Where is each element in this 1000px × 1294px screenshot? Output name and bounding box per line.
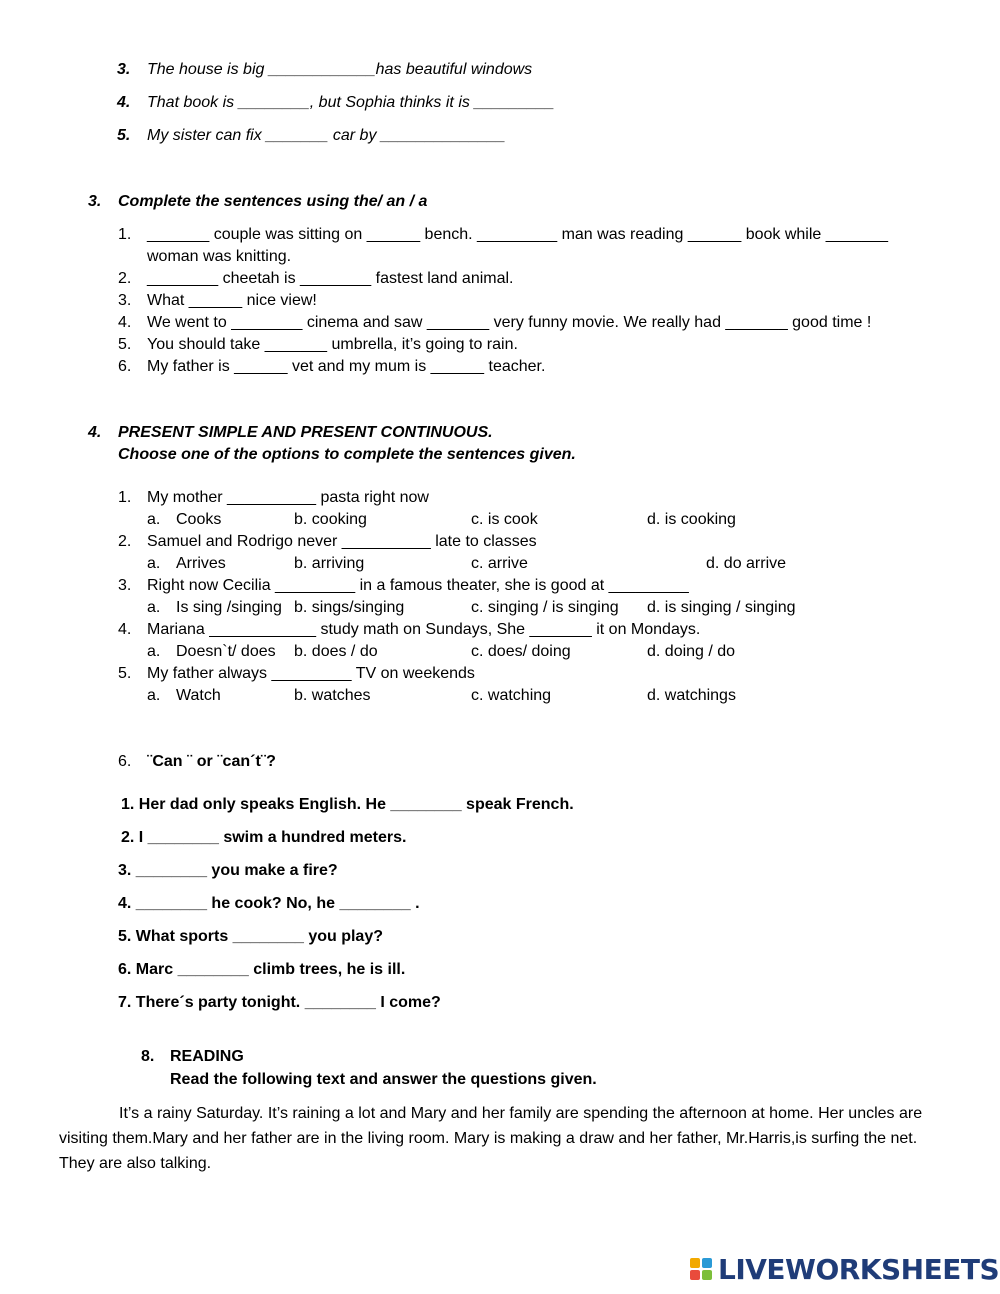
question-number: 2. [118,533,132,550]
sentence-continuation: woman was knitting. [147,248,292,265]
option-d: d. doing / do [647,643,736,660]
question-text: My mother __________ pasta right now [147,489,429,506]
section-subtitle: Read the following text and answer the questions given. [170,1071,597,1088]
section-number: 6. [118,753,132,770]
question-text: Mariana ____________ study math on Sundays, She _______ it on Mondays. [147,621,701,638]
reading-paragraph: It’s a rainy Saturday. It’s raining a lot and Mary and her family are spending the afternoon at home. Her uncles are visiting them.Mary and her father are in the living room. Mary is making a draw and her father, Mr.Harris,is surfing the net. They are also talking. [59,1105,923,1172]
question: 4. ________ he cook? No, he ________ . [118,895,420,912]
option-letter: a. [147,643,161,660]
item-number: 3. [118,292,132,309]
section-title: PRESENT SIMPLE AND PRESENT CONTINUOUS. [118,424,493,441]
option-letter: a. [147,511,161,528]
option-d: d. do arrive [706,555,787,572]
item-number: 4. [117,94,131,111]
question-text: Samuel and Rodrigo never __________ late to classes [147,533,537,550]
sentence: My sister can fix _______ car by ______________ [147,127,506,144]
option-c: c. watching [471,687,552,704]
question: 2. I ________ swim a hundred meters. [121,829,407,846]
section-subtitle: Choose one of the options to complete the sentences given. [118,446,576,463]
option-a: Watch [176,687,221,704]
item-number: 3. [117,61,131,78]
section-number: 8. [141,1048,155,1065]
logo-text: LIVEWORKSHEETS [718,1252,1000,1286]
question-text: My father always _________ TV on weekends [147,665,475,682]
liveworksheets-logo-icon [690,1255,714,1283]
item-number: 1. [118,226,132,243]
option-d: d. watchings [647,687,736,704]
option-b: b. cooking [294,511,367,528]
question: 7. There´s party tonight. ________ I come? [118,994,441,1011]
item-number: 6. [118,358,132,375]
item-number: 4. [118,314,132,331]
sentence: My father is ______ vet and my mum is ______ teacher. [147,358,546,375]
section-title: ¨Can ¨ or ¨can´t¨? [147,753,276,770]
option-b: b. watches [294,687,371,704]
option-c: c. arrive [471,555,528,572]
option-b: b. arriving [294,555,365,572]
option-letter: a. [147,555,161,572]
liveworksheets-logo [690,1252,999,1286]
section-title: READING [170,1048,244,1065]
option-c: c. is cook [471,511,538,528]
sentence: ________ cheetah is ________ fastest land animal. [147,270,514,287]
option-a: Is sing /singing [176,599,282,616]
option-b: b. sings/singing [294,599,405,616]
sentence: What ______ nice view! [147,292,317,309]
question: 5. What sports ________ you play? [118,928,383,945]
sentence: The house is big ____________has beautiful windows [147,61,533,78]
item-number: 2. [118,270,132,287]
sentence: We went to ________ cinema and saw _______ very funny movie. We really had _______ good time ! [147,314,872,331]
question-text: Right now Cecilia _________ in a famous theater, she is good at _________ [147,577,689,594]
option-d: d. is cooking [647,511,736,528]
sentence: You should take _______ umbrella, it’s going to rain. [147,336,518,353]
option-c: c. singing / is singing [471,599,619,616]
question-number: 3. [118,577,132,594]
option-a: Cooks [176,511,222,528]
question-number: 5. [118,665,132,682]
section-number: 3. [88,193,102,210]
sentence: _______ couple was sitting on ______ bench. _________ man was reading ______ book while _______ [147,226,889,243]
question-number: 4. [118,621,132,638]
option-letter: a. [147,599,161,616]
option-c: c. does/ doing [471,643,571,660]
option-b: b. does / do [294,643,378,660]
option-a: Doesn`t/ does [176,643,276,660]
question: 3. ________ you make a fire? [118,862,338,879]
question: 1. Her dad only speaks English. He ________ speak French. [121,796,574,813]
option-letter: a. [147,687,161,704]
question-number: 1. [118,489,132,506]
sentence: That book is ________, but Sophia thinks it is _________ [147,94,555,111]
item-number: 5. [118,336,132,353]
section-title: Complete the sentences using the/ an / a [118,193,428,210]
question: 6. Marc ________ climb trees, he is ill. [118,961,406,978]
option-a: Arrives [176,555,226,572]
option-d: d. is singing / singing [647,599,796,616]
item-number: 5. [117,127,131,144]
section-number: 4. [88,424,102,441]
